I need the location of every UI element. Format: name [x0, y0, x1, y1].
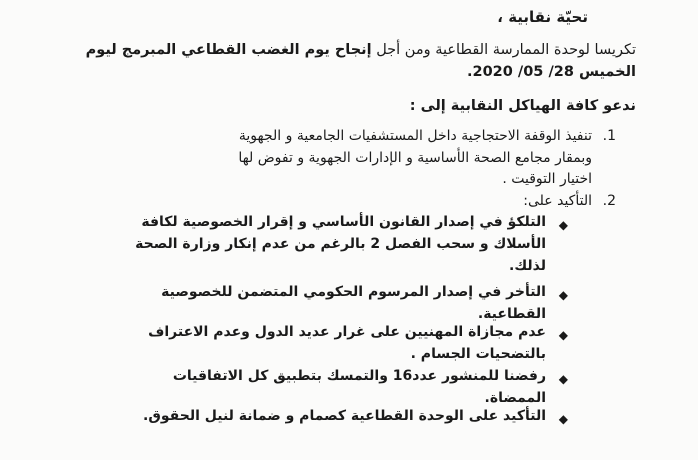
intro-line-2: الخميس 28/ 05/ 2020. — [466, 64, 636, 80]
bullet-1-line-3: لذلك. — [509, 258, 546, 274]
item-number: 1. — [602, 128, 616, 144]
bullet-1-line-2: الأسلاك و سحب الفصل 2 بالرغم من عدم إنكار وزارة الصحة — [135, 236, 546, 252]
bullet-5-line-1: التأكيد على الوحدة القطاعية كصمام و ضمانة لنيل الحقوق. — [143, 408, 546, 424]
diamond-bullet-icon: ◆ — [558, 328, 568, 342]
greeting: تحيّة نقابية ، — [497, 8, 588, 26]
bullet-3-line-2: بالتضحيات الجسام . — [410, 346, 546, 362]
bullet-4-line-2: الممضاة. — [484, 390, 546, 406]
call-heading: ندعو كافة الهياكل النقابية إلى : — [409, 98, 636, 114]
intro-text: تكريسا لوحدة الممارسة القطاعية ومن أجل — [371, 42, 636, 58]
bullet-1-line-1: التلكؤ في إصدار القانون الأساسي و إقرار الخصوصية لكافة — [141, 214, 546, 230]
bullet-3-line-1: عدم مجازاة المهنيين على غرار عديد الدول وعدم الاعتراف — [148, 324, 546, 340]
item-number: 2. — [602, 193, 616, 209]
bullet-2-line-1: التأخر في إصدار المرسوم الحكومي المتضمن للخصوصية — [161, 284, 546, 300]
diamond-bullet-icon: ◆ — [558, 218, 568, 232]
diamond-bullet-icon: ◆ — [558, 288, 568, 302]
item-1-line-2: وبمقار مجامع الصحة الأساسية و الإدارات الجهوية و تفوض لها — [238, 150, 592, 166]
bullet-2-line-2: القطاعية. — [477, 306, 546, 322]
diamond-bullet-icon: ◆ — [558, 372, 568, 386]
item-1-line-1: تنفيذ الوقفة الاحتجاجية داخل المستشفيات الجامعية و الجهوية — [238, 128, 592, 144]
intro-line-1 — [86, 42, 636, 58]
diamond-bullet-icon: ◆ — [558, 412, 568, 426]
item-2-line-1: التأكيد على: — [523, 193, 592, 209]
bullet-4-line-1: رفضنا للمنشور عدد16 والتمسك بتطبيق كل الاتفاقيات — [172, 368, 546, 384]
intro-bold-text: إنجاح يوم الغضب القطاعي المبرمج ليوم — [85, 42, 372, 58]
item-1-line-3: اختيار التوقيت . — [502, 171, 592, 187]
